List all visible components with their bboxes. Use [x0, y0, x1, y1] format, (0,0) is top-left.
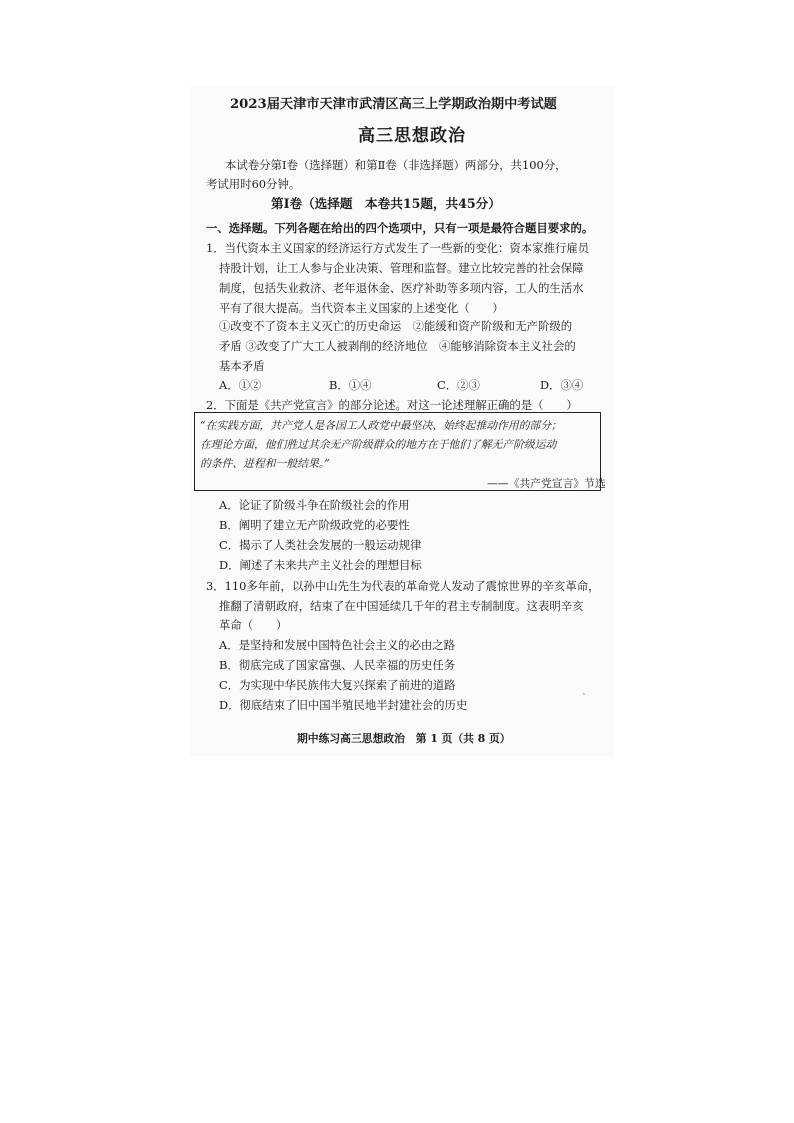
exam-subject: 高三思想政治 — [358, 126, 466, 146]
q3-stem-line: 革命（ ） — [219, 618, 288, 632]
q1-stem-line: 制度，包括失业救济、老年退休金、医疗补助等多项内容，工人的生活水 — [219, 281, 584, 295]
q3-option-c[interactable]: C．为实现中华民族伟大复兴探索了前进的道路 — [219, 678, 456, 692]
exam-title: 2023届天津市天津市武清区高三上学期政治期中考试题 — [230, 97, 557, 112]
section-instruction: 一、选择题。下列各题在给出的四个选项中，只有一项是最符合题目要求的。 — [206, 221, 594, 235]
q1-statement-line: 基本矛盾 — [219, 359, 265, 373]
q1-option-c[interactable]: C．②③ — [437, 378, 480, 392]
q2-option-d[interactable]: D．阐述了未来共产主义社会的理想目标 — [219, 558, 422, 572]
q2-option-a[interactable]: A．论证了阶级斗争在阶级社会的作用 — [219, 498, 410, 512]
q1-stem-line: 1．当代资本主义国家的经济运行方式发生了一些新的变化：资本家推行雇员 — [206, 241, 590, 255]
q3-option-d[interactable]: D．彻底结束了旧中国半殖民地半封建社会的历史 — [219, 698, 468, 712]
quote-line: 的条件、进程和一般结果。” — [200, 457, 330, 470]
q2-option-b[interactable]: B．阐明了建立无产阶级政党的必要性 — [219, 518, 410, 532]
intro-line-2: 考试用时60分钟。 — [206, 177, 301, 191]
section-heading: 第Ⅰ卷（选择题 本卷共15题，共45分） — [271, 196, 501, 211]
intro-line-1: 本试卷分第Ⅰ卷（选择题）和第Ⅱ卷（非选择题）两部分，共100分， — [225, 158, 567, 172]
quote-line: “在实践方面，共产党人是各国工人政党中最坚决、始终起推动作用的部分； — [200, 419, 562, 432]
q3-option-a[interactable]: A．是坚持和发展中国特色社会主义的必由之路 — [219, 638, 456, 652]
q1-option-a[interactable]: A．①② — [219, 378, 262, 392]
q2-option-c[interactable]: C．揭示了人类社会发展的一般运动规律 — [219, 538, 422, 552]
q3-stem-line: 推翻了清朝政府，结束了在中国延续几千年的君主专制制度。这表明辛亥 — [219, 599, 584, 613]
margin-mark: 、 — [582, 687, 592, 697]
q1-option-d[interactable]: D．③④ — [540, 378, 584, 392]
q3-option-b[interactable]: B．彻底完成了国家富强、人民幸福的历史任务 — [219, 658, 456, 672]
q2-stem: 2．下面是《共产党宣言》的部分论述。对这一论述理解正确的是（ ） — [206, 398, 578, 412]
q1-statement-line: 矛盾 ③改变了广大工人被剥削的经济地位 ④能够消除资本主义社会的 — [219, 339, 576, 353]
q1-stem-line: 平有了很大提高。当代资本主义国家的上述变化（ ） — [219, 301, 504, 315]
q1-stem-line: 持股计划，让工人参与企业决策、管理和监督。建立比较完善的社会保障 — [219, 261, 584, 275]
quote-source: ——《共产党宣言》节选 — [487, 477, 606, 490]
quote-line: 在理论方面，他们胜过其余无产阶级群众的地方在于他们了解无产阶级运动 — [200, 438, 557, 451]
page-footer: 期中练习高三思想政治 第 1 页（共 8 页） — [297, 732, 511, 745]
q1-option-b[interactable]: B．①④ — [329, 378, 372, 392]
q1-statement-line: ①改变不了资本主义灭亡的历史命运 ②能缓和资产阶级和无产阶级的 — [219, 319, 573, 333]
q3-stem-line: 3．110多年前，以孙中山先生为代表的革命党人发动了震惊世界的辛亥革命， — [206, 579, 600, 593]
